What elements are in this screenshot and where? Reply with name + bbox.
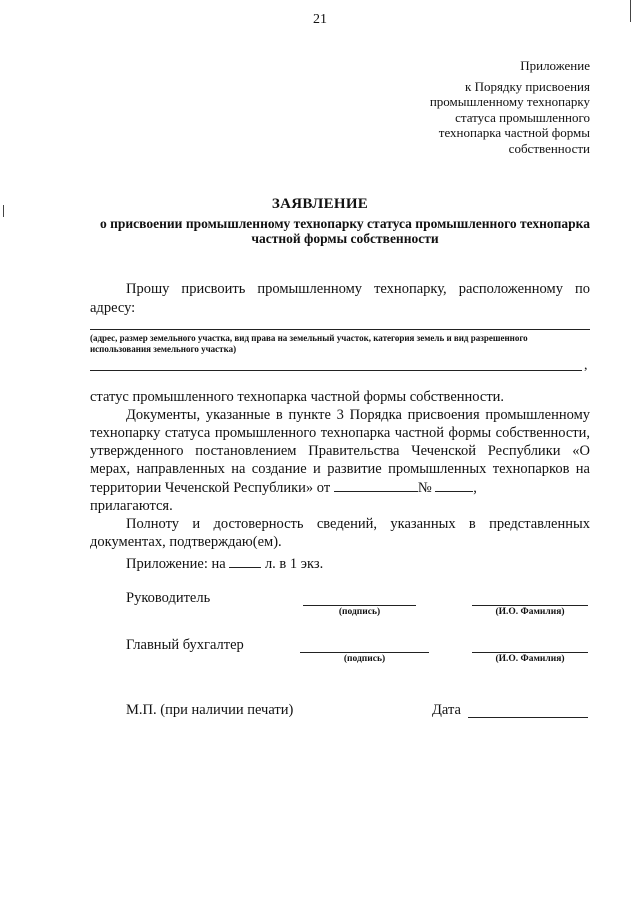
attachment-line <box>126 554 323 573</box>
signature-caption: (подпись) <box>343 654 386 664</box>
attachment-prefix: Приложение: на <box>126 556 226 572</box>
documents-text: Документы, указанные в пункте 3 Порядка присвоения промышленному технопарку статуса промышленного технопарка частной формы собственности, утвержденного постановлением Правительства Чеченской Республики «О мерах, направленных на создание и развитие промышленных технопарков на территории Чеченской Республики» от <box>90 407 590 496</box>
appendix-block <box>430 58 590 156</box>
appendix-line: промышленному технопарку <box>429 94 590 109</box>
signature-line <box>300 652 429 653</box>
status-text: статус промышленного технопарка частной формы собственности. <box>90 389 505 405</box>
date-label: Дата <box>432 702 461 718</box>
attachment-suffix: л. в 1 экз. <box>264 556 324 572</box>
number-sign: № <box>417 480 432 496</box>
name-line <box>472 605 588 606</box>
body-text <box>90 388 590 551</box>
appendix-line: технопарка частной формы <box>438 125 590 140</box>
attached-text: прилагаются. <box>90 498 173 514</box>
number-blank <box>435 478 473 492</box>
name-caption: (И.О. Фамилия) <box>495 654 565 664</box>
address-comma: , <box>584 358 588 373</box>
scan-edge-mark <box>630 0 631 22</box>
scan-edge-mark <box>3 205 4 217</box>
appendix-line: собственности <box>508 140 590 156</box>
request-paragraph: Прошу присвоить промышленному технопарку, расположенному по адресу: <box>90 281 590 316</box>
date-line <box>468 717 588 718</box>
address-line <box>90 370 582 371</box>
sheets-blank <box>229 554 261 568</box>
name-caption: (И.О. Фамилия) <box>495 607 565 617</box>
documents-paragraph: Документы, указанные в пункте 3 Порядка присвоения промышленному технопарку статуса промышленного технопарка частной формы собственности, утвержденного постановлением Правительства Чеченской Республики «О мерах, направленных на создание и развитие промышленных технопарков на территории Чеченской Республики» от № , <box>90 407 590 496</box>
signature-role: Руководитель <box>126 590 211 606</box>
date-blank <box>334 478 418 492</box>
signature-caption: (подпись) <box>338 607 381 617</box>
document-subtitle: о присвоении промышленному технопарку статуса промышленного технопарка частной формы собственности <box>99 216 590 246</box>
confirm-text: Полноту и достоверность сведений, указанных в представленных документах, подтверждаю(ем). <box>90 516 590 550</box>
address-line <box>90 329 590 330</box>
signature-line <box>303 605 416 606</box>
stamp-label: М.П. (при наличии печати) <box>126 702 294 718</box>
name-line <box>472 652 588 653</box>
appendix-line: к Порядку присвоения <box>465 78 590 94</box>
document-title: ЗАЯВЛЕНИЕ <box>271 196 369 212</box>
appendix-title: Приложение <box>520 58 590 73</box>
page-number: 21 <box>313 12 327 27</box>
address-hint: (адрес, размер земельного участка, вид права на земельный участок, категория земель и вид разрешенного использования земельного участка) <box>90 333 528 354</box>
signature-role: Главный бухгалтер <box>126 637 244 653</box>
appendix-line: статуса промышленного <box>455 109 590 125</box>
